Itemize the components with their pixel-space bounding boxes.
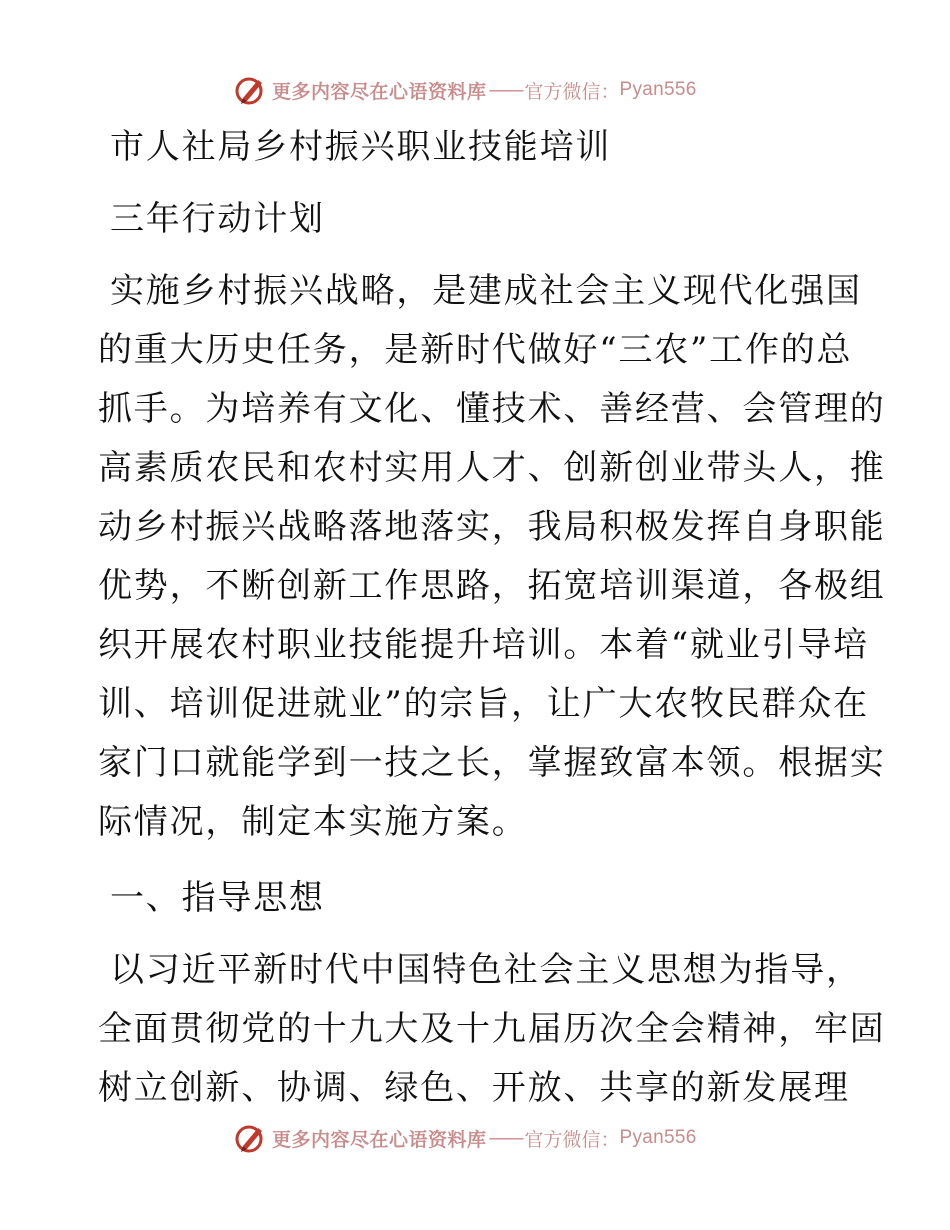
paragraph-line: 的重大历史任务，是新时代做好“三农”工作的总: [98, 330, 853, 370]
watermark-dash: ——: [488, 79, 523, 101]
document-title-line-1: 市人社局乡村振兴职业技能培训: [110, 127, 612, 167]
paragraph-line: 抓手。为培养有文化、懂技术、善经营、会管理的: [98, 389, 886, 429]
section-paragraph: [98, 941, 886, 1118]
paragraph-line: 动乡村振兴战略落地落实，我局积极发挥自身职能: [98, 507, 886, 547]
paragraph-line: 高素质农民和农村实用人才、创新创业带头人，推: [98, 448, 886, 488]
paragraph-line: 树立创新、协调、绿色、开放、共享的新发展理: [98, 1068, 850, 1108]
watermark-official: 官方微信：: [524, 80, 620, 103]
pen-logo-icon: [234, 1122, 268, 1154]
paragraph-line: 织开展农村职业技能提升培训。本着“就业引导培: [98, 625, 869, 665]
footer-watermark: [234, 1122, 697, 1154]
paragraph-line: 际情况，制定本实施方案。: [98, 802, 528, 842]
paragraph-line: 全面贯彻党的十九大及十九届历次全会精神，牢固: [98, 1009, 886, 1049]
watermark-handle: Pyan556: [619, 79, 697, 100]
document-body: [98, 118, 886, 1118]
header-watermark: [234, 74, 697, 106]
watermark-brand: 更多内容尽在心语资料库: [272, 80, 487, 103]
watermark-handle: Pyan556: [619, 1127, 697, 1148]
paragraph-line: 优势，不断创新工作思路，拓宽培训渠道，各极组: [98, 566, 886, 606]
intro-paragraph: [98, 262, 886, 852]
paragraph-line: 家门口就能学到一技之长，掌握致富本领。根据实: [98, 743, 886, 783]
watermark-dash: ——: [488, 1127, 523, 1149]
paragraph-line: 训、培训促进就业”的宗旨，让广大农牧民群众在: [98, 684, 869, 724]
pen-logo-icon: [234, 74, 268, 106]
paragraph-line: 以习近平新时代中国特色社会主义思想为指导，: [110, 950, 862, 990]
section-heading: 一、指导思想: [110, 878, 325, 918]
document-title-line-2: 三年行动计划: [110, 199, 325, 239]
watermark-brand: 更多内容尽在心语资料库: [272, 1128, 487, 1151]
watermark-official: 官方微信：: [524, 1128, 620, 1151]
paragraph-line: 实施乡村振兴战略，是建成社会主义现代化强国: [110, 271, 862, 311]
